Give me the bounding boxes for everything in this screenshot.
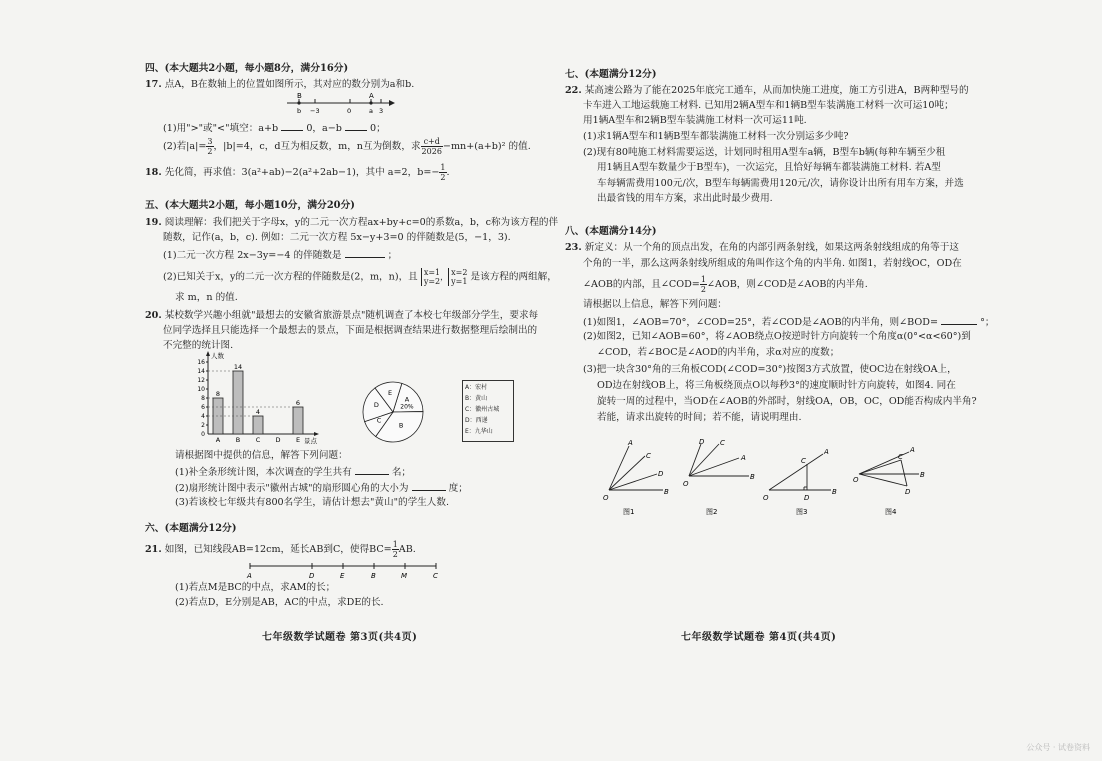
figure-2 (689, 444, 749, 476)
seg-point-e: E (340, 572, 345, 580)
q17-part2 (163, 137, 531, 156)
q19-blank[interactable] (345, 247, 385, 258)
fig4-b: B (920, 471, 925, 479)
numline-point-b: B (297, 92, 302, 100)
q19-line2: 随数，记作(a，b，c). 例如：二元一次方程 5x−y+3=0 的伴随数是(5，−1，3). (163, 232, 511, 243)
q21-frac-1-2: $\frac{1}{2}$ (392, 540, 398, 559)
numline-tick-0: 0 (347, 107, 352, 115)
fig1-caption: 图1 (623, 508, 635, 516)
q20-part1-text: (1)补全条形统计图，本次调查的学生共有 (175, 467, 352, 478)
seg-point-m: M (401, 572, 408, 580)
bar-data-label-B: 14 (233, 363, 243, 371)
figure-4 (859, 452, 919, 486)
q20-line3: 不完整的统计图. (163, 340, 234, 351)
q18-number: 18. (145, 167, 162, 178)
fig1-c: C (646, 452, 651, 460)
q17-part2-text-b: ，|b|=4，c，d互为相反数，m，n互为倒数，求 (213, 141, 421, 152)
numline-tick-3: 3 (379, 107, 384, 115)
q23-line1-text: 新定义：从一个角的顶点出发，在角的内部引两条射线，如果这两条射线组成的角等于这 (584, 242, 959, 253)
q23-part3-line2: OD边在射线OB上，将三角板绕顶点O以每秒3°的速度顺时针方向旋转，如图4. 同在 (597, 380, 956, 391)
bar-category-A: A (215, 436, 221, 444)
section-5-heading: 五、(本大题共2小题，每小题10分，满分20分) (145, 200, 355, 211)
q23-part2-line1: (2)如图2，已知∠AOB=60°，将∠AOB绕点O按逆时针方向旋转一个角度α(0°<α<60°)到 (583, 331, 971, 342)
q17-part2-text-a: (2)若|a|= (163, 141, 207, 152)
q23-frac-1-2: $\frac{1}{2}$ (700, 275, 706, 294)
fig4-d: D (905, 488, 911, 496)
q18-stem (145, 163, 450, 182)
q19-line1 (145, 216, 558, 229)
pie-label-B: B (398, 421, 404, 430)
q22-part2-line1: (2)现有80吨施工材料需要运送，计划同时租用A型车a辆，B型车b辆(每种车辆至少租 (583, 147, 946, 158)
fig4-a: A (910, 446, 915, 454)
bar-category-E: E (295, 436, 301, 444)
q23-instructions: 请根据以上信息，解答下列问题： (583, 299, 727, 310)
bar-x-label: 景点 (304, 437, 317, 445)
q22-line1 (565, 84, 969, 97)
q23-line3-text-a: ∠AOB的内部，且∠COD= (583, 279, 700, 290)
exam-page-4 (551, 0, 1102, 761)
seg-point-a: A (247, 572, 252, 580)
q19-system-2: x=2 y=1 (448, 268, 467, 286)
q19-system-1: x=1 y=2 (421, 268, 440, 286)
q18-frac-1-2: $\frac{1}{2}$ (440, 163, 446, 182)
fig1-o: O (603, 494, 609, 502)
legend-item-d: D：西递 (465, 417, 488, 424)
figure-3 (769, 454, 831, 490)
bar-category-B: B (235, 436, 241, 444)
fig2-a: A (741, 454, 746, 462)
q23-part1-end: °； (980, 317, 995, 328)
pie-chart (355, 378, 435, 448)
q19-part2-text-a: (2)已知关于x，y的二元一次方程的伴随数是(2，m，n)，且 (163, 271, 418, 283)
bar-B (233, 371, 243, 434)
pie-legend (462, 380, 514, 442)
bar-C (253, 416, 263, 434)
fig2-o: O (683, 480, 689, 488)
section-7-heading: 七、(本题满分12分) (565, 69, 657, 80)
q19-part2: (2)已知关于x，y的二元一次方程的伴随数是(2，m，n)，且 x=1 y=2 ， x=2 y=1 是该方程的两组解， (163, 268, 557, 286)
fig3-o: O (763, 494, 769, 502)
bar-y-tick-label: 4 (201, 413, 205, 420)
numline-tick-a: a (369, 107, 373, 115)
bar-chart (186, 350, 336, 446)
seg-point-b: B (371, 572, 376, 580)
q21-text: 如图，已知线段AB=12cm，延长AB到C，使得BC= (164, 544, 392, 555)
q19-part1 (163, 247, 397, 262)
q19-part2-text-b: 是该方程的两组解， (470, 271, 557, 283)
legend-item-c: C：徽州古城 (465, 406, 500, 413)
q23-line2: 个角的一半，那么这两条射线所组成的角叫作这个角的内半角. 如图1，若射线OC，OD在 (583, 258, 962, 269)
seg-point-d: D (309, 572, 315, 580)
q20-line2: 位同学选择且只能选择一个最想去的景点，下面是根据调查结果进行数据整理后绘制出的 (163, 325, 538, 336)
q17-number: 17. (145, 79, 162, 90)
bar-x-arrow (314, 432, 319, 436)
fig2-d: D (699, 438, 705, 446)
fig2-caption: 图2 (706, 508, 718, 516)
section-8-heading: 八、(本题满分14分) (565, 226, 657, 237)
bar-y-tick-label: 16 (197, 359, 205, 366)
q21-text-end: AB. (398, 544, 416, 555)
fig3-d: D (804, 494, 810, 502)
q21-part2: (2)若点D，E分别是AB，AC的中点，求DE的长. (175, 597, 384, 608)
fig4-o: O (853, 476, 859, 484)
q17-part1-text-a: (1)用">"或"<"填空：a+b (163, 123, 279, 134)
q22-part2-line3: 车每辆需费用100元/次，B型车每辆需费用120元/次，请你设计出所有用车方案，并选 (597, 178, 964, 189)
bar-y-label: 人数 (211, 352, 224, 360)
q23-part3-line4: 若能，请求出旋转的时间；若不能，请说明理由. (597, 412, 802, 423)
pie-label-C: C (376, 416, 382, 425)
q17-part1-text-c: 0； (370, 123, 386, 134)
q22-number: 22. (565, 85, 582, 96)
q19-part2-ask: 求 m，n 的值. (175, 292, 238, 303)
fig2-c: C (720, 439, 725, 447)
fig3-c: C (801, 457, 806, 465)
q23-part1 (583, 314, 995, 329)
q23-number: 23. (565, 242, 582, 253)
q23-blank[interactable] (941, 314, 977, 325)
q17-blank-2[interactable] (345, 120, 367, 131)
pie-percent-A: 20% (400, 403, 414, 411)
q21-segment-figure (246, 560, 441, 580)
bar-y-arrow (206, 351, 210, 356)
q20-blank-1[interactable] (355, 464, 389, 475)
pie-label-D: D (373, 400, 379, 409)
q20-part2-text: (2)扇形统计图中表示"徽州古城"的扇形圆心角的大小为 (175, 483, 409, 494)
q17-frac-cd-2026: $\frac{c+d}{2026}$ (421, 137, 442, 156)
section-6-heading: 六、(本题满分12分) (145, 523, 237, 534)
q20-instructions: 请根据图中提供的信息，解答下列问题： (175, 450, 348, 461)
q17-part1-text-b: 0，a−b (306, 123, 342, 134)
q20-line1-text: 某校数学兴趣小组就"最想去的安徽省旅游景点"随机调查了本校七年级部分学生，要求每 (164, 310, 539, 321)
q19-number: 19. (145, 217, 162, 228)
q21-stem (145, 540, 416, 559)
pie-label-A: A (404, 395, 410, 404)
bar-y-tick-label: 6 (201, 404, 205, 411)
q19-part1-end: ； (387, 250, 398, 261)
q23-line1 (565, 241, 959, 254)
q23-part2-line2: ∠COD，若∠BOC是∠AOD的内半角，求α对应的度数； (597, 347, 840, 358)
q23-part3-line3: 旋转一周的过程中，当OD在∠AOB的外部时，射线OA，OB，OC，OD能否构成内半角? (597, 396, 977, 407)
q22-part2-line4: 出最省钱的用车方案，求出此时最少费用. (597, 193, 773, 204)
bar-y-tick-label: 8 (201, 395, 205, 402)
q22-line2: 卡车进入工地运载施工材料. 已知用2辆A型车和1辆B型车装满施工材料一次可运10吨； (583, 100, 954, 111)
fig1-b: B (664, 488, 669, 496)
fig3-a: A (824, 448, 829, 456)
q19-line1-text: 阅读理解：我们把关于字母x，y的二元一次方程ax+by+c=0的系数a，b，c称为该方程的伴 (164, 217, 559, 228)
fig1-d: D (658, 470, 664, 478)
q23-line3-text-b: ∠AOB，则∠COD是∠AOB的内半角. (706, 279, 868, 290)
bar-category-D: D (275, 436, 281, 444)
legend-item-a: A：宏村 (465, 384, 488, 391)
fig1-a: A (628, 439, 633, 447)
q18-end: . (446, 167, 450, 178)
q17-text: 点A，B在数轴上的位置如图所示，其对应的数分别为a和b. (164, 79, 415, 90)
bar-y-tick-label: 0 (201, 431, 205, 438)
q17-blank-1[interactable] (281, 120, 303, 131)
fig4-caption: 图4 (885, 508, 897, 516)
q22-line1-text: 某高速公路为了能在2025年底完工通车，从而加快施工进度，施工方引进A，B两种型号的 (584, 85, 969, 96)
q21-part1: (1)若点M是BC的中点，求AM的长； (175, 582, 336, 593)
legend-item-e: E：九华山 (465, 428, 493, 435)
numline-point-a: A (369, 92, 374, 100)
bar-y-tick-label: 14 (197, 368, 205, 375)
q20-line1 (145, 309, 538, 322)
legend-item-b: B：黄山 (465, 395, 488, 402)
q20-part1 (175, 464, 411, 479)
q21-number: 21. (145, 544, 162, 555)
q20-part2 (175, 480, 468, 495)
q20-part1-end: 名； (391, 467, 411, 478)
q22-part2-line2: 用1辆且A型车数量少于B型车)，一次运完，且恰好每辆车都装满施工材料. 若A型 (597, 162, 941, 173)
seg-point-c: C (433, 572, 438, 580)
q23-part3-line1: (3)把一块含30°角的三角板COD(∠COD=30°)按图3方式放置，使OC边在射线OA上， (583, 364, 957, 375)
q20-part2-end: 度； (448, 483, 468, 494)
pie-label-E: E (387, 388, 393, 397)
page-3-footer: 七年级数学试题卷 第3页(共4页) (262, 632, 418, 643)
q19-part1-text: (1)二元一次方程 2x−3y=−4 的伴随数是 (163, 250, 342, 261)
numline-tick-neg3: −3 (310, 107, 320, 115)
q17-frac-3-2: $\frac{3}{2}$ (207, 137, 213, 156)
q23-figures (601, 436, 971, 516)
q17-number-line (285, 91, 395, 119)
q20-part3: (3)若该校七年级共有800名学生，请估计想去"黄山"的学生人数. (175, 497, 450, 508)
q18-text: 先化简，再求值：3(a²+ab)−2(a²+2ab−1)，其中 a=2，b=− (164, 167, 440, 178)
fig2-b: B (750, 473, 755, 481)
page-4-footer: 七年级数学试题卷 第4页(共4页) (681, 632, 837, 643)
bar-category-C: C (255, 436, 261, 444)
bar-data-label-E: 6 (295, 399, 301, 407)
bar-y-tick-label: 2 (201, 422, 205, 429)
fig3-b: B (832, 488, 837, 496)
bar-y-tick-label: 12 (197, 377, 205, 384)
q22-line3: 用1辆A型车和2辆B型车装满施工材料一次可运11吨. (583, 115, 807, 126)
figure-1 (609, 446, 663, 490)
q17-part1 (163, 120, 386, 135)
bar-y-tick-label: 10 (197, 386, 205, 393)
q20-number: 20. (145, 310, 162, 321)
q22-part1: (1)求1辆A型车和1辆B型车都装满施工材料一次分别运多少吨? (583, 131, 849, 142)
bar-data-label-C: 4 (255, 408, 261, 416)
watermark: 公众号 · 试卷资料 (1026, 743, 1090, 752)
bar-E (293, 407, 303, 434)
fig3-caption: 图3 (796, 508, 808, 516)
q17-stem (145, 78, 414, 91)
fig4-c: C (898, 453, 903, 461)
q20-blank-2[interactable] (412, 480, 446, 491)
numline-tick-b: b (297, 107, 302, 115)
bar-data-label-A: 8 (215, 390, 221, 398)
q23-line3 (583, 275, 868, 294)
q23-part1-text: (1)如图1，∠AOB=70°，∠COD=25°，若∠COD是∠AOB的内半角，则∠BOD= (583, 317, 938, 328)
q17-part2-text-c: −mn+(a+b)² 的值. (442, 141, 531, 152)
section-4-heading: 四、(本大题共2小题，每小题8分，满分16分) (145, 63, 349, 74)
